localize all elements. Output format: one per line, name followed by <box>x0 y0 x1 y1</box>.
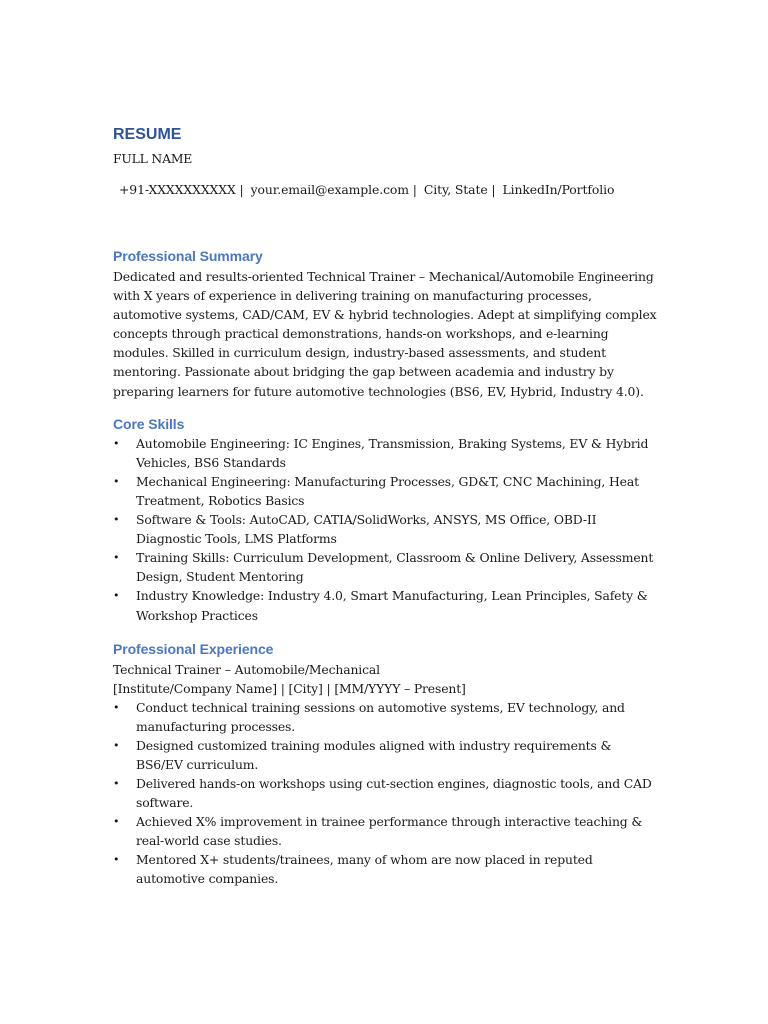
bullet-icon: • <box>113 513 120 527</box>
skills-heading: Core Skills <box>113 415 185 432</box>
list-item <box>113 698 658 736</box>
bullet-icon: • <box>113 815 120 829</box>
contact-links: LinkedIn/Portfolio <box>502 182 615 197</box>
bullet-icon: • <box>113 589 120 603</box>
skill-text: Software & Tools: AutoCAD, CATIA/SolidWorks, ANSYS, MS Office, OBD-II Diagnostic Tools, LMS Platforms <box>136 512 597 547</box>
summary-heading: Professional Summary <box>113 248 263 264</box>
skill-text: Automobile Engineering: IC Engines, Transmission, Braking Systems, EV & Hybrid Vehicles, BS6 Standards <box>136 435 649 470</box>
list-item <box>113 434 658 472</box>
bullet-icon: • <box>113 436 120 450</box>
experience-text: Designed customized training modules aligned with industry requirements & BS6/EV curriculum. <box>136 737 612 772</box>
bullet-icon: • <box>113 853 120 867</box>
full-name: FULL NAME <box>113 151 193 166</box>
job-role: Technical Trainer – Automobile/Mechanical <box>113 661 380 677</box>
contact-email: your.email@example.com | <box>250 182 417 197</box>
experience-text: Conduct technical training sessions on automotive systems, EV technology, and manufacturing processes. <box>136 699 625 734</box>
experience-text: Mentored X+ students/trainees, many of whom are now placed in reputed automotive companies. <box>136 852 593 887</box>
resume-page <box>113 124 658 889</box>
experience-text: Delivered hands-on workshops using cut-section engines, diagnostic tools, and CAD software. <box>136 775 652 811</box>
skills-list <box>113 434 658 625</box>
experience-list <box>113 698 658 889</box>
bullet-icon: • <box>113 700 120 714</box>
summary-text: Dedicated and results-oriented Technical Trainer – Mechanical/Automobile Engineering with X years of experience in delivering training on manufacturing processes, automotive systems, CAD/CAM, EV & hybrid technologies. Adept at simplifying complex concepts through practical demonstrations, hands-on workshops, and e-learning modules. Skilled in curriculum design, industry-based assessments, and student mentoring. Passionate about bridging the gap between academia and industry by preparing learners for future automotive technologies (BS6, EV, Hybrid, Industry 4.0). <box>113 269 657 399</box>
resume-title: RESUME <box>113 126 182 143</box>
list-item <box>113 472 658 510</box>
list-item <box>113 510 658 548</box>
bullet-icon: • <box>113 738 120 752</box>
skill-text: Training Skills: Curriculum Development, Classroom & Online Delivery, Assessment Design, Student Mentoring <box>136 550 654 585</box>
list-item <box>113 548 658 586</box>
experience-heading: Professional Experience <box>113 640 274 657</box>
experience-text: Achieved X% improvement in trainee performance through interactive teaching & real-world case studies. <box>136 814 643 849</box>
list-item <box>113 586 658 624</box>
contact-phone: +91-XXXXXXXXXX | <box>119 182 244 197</box>
list-item <box>113 736 658 774</box>
bullet-icon: • <box>113 474 120 488</box>
contact-line <box>113 181 658 199</box>
list-item <box>113 812 658 850</box>
contact-location: City, State | <box>423 182 496 197</box>
skill-text: Mechanical Engineering: Manufacturing Processes, GD&T, CNC Machining, Heat Treatment, Robotics Basics <box>136 473 639 508</box>
bullet-icon: • <box>113 776 120 790</box>
bullet-icon: • <box>113 551 120 565</box>
list-item <box>113 850 658 888</box>
job-company-line: [Institute/Company Name] | [City] | [MM/YYYY – Present] <box>113 680 466 696</box>
list-item <box>113 774 658 812</box>
skill-text: Industry Knowledge: Industry 4.0, Smart Manufacturing, Lean Principles, Safety & Workshop Practices <box>136 588 648 623</box>
